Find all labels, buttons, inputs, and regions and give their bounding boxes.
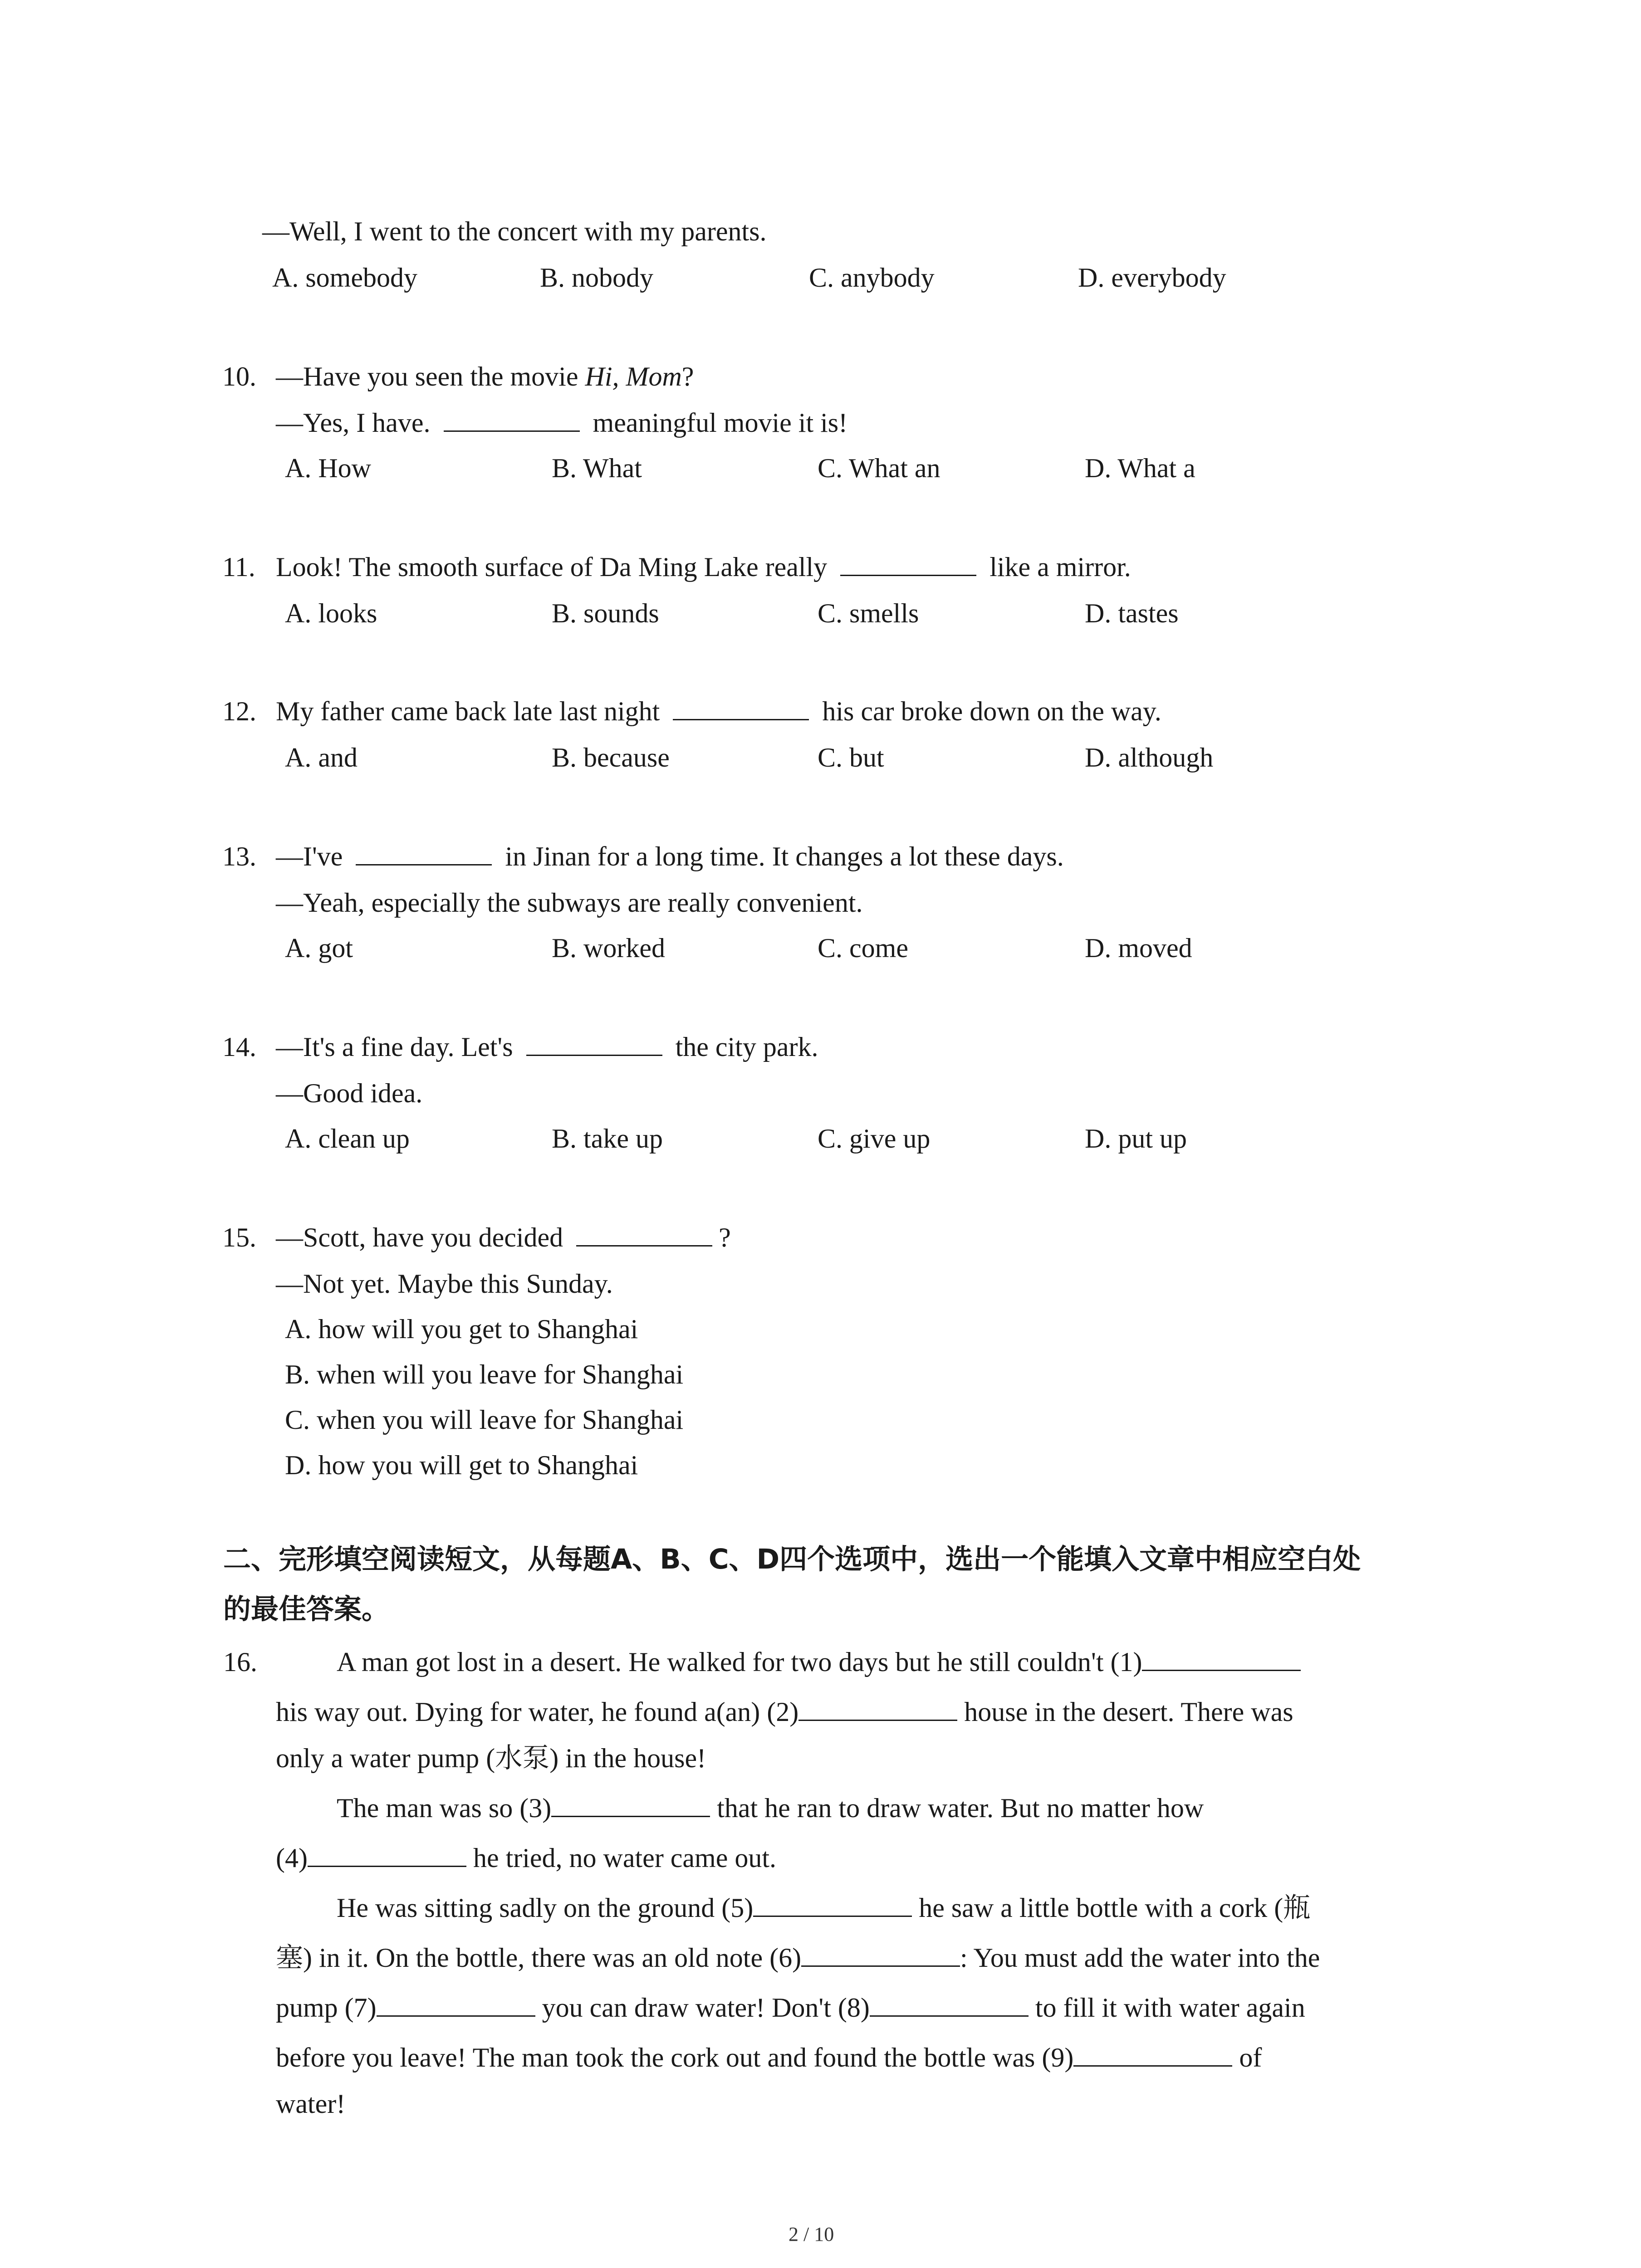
q16-passage-line4 xyxy=(337,1790,1204,1826)
q16-p1l2-pre: his way out. Dying for water, he found a(an) (2) xyxy=(276,1697,799,1727)
q13-line1-pre: —I've xyxy=(276,841,350,871)
q9-option-b: B. nobody xyxy=(540,263,654,293)
q16-passage-line3: only a water pump (水泵) in the house! xyxy=(276,1743,706,1773)
q13-number: 13. xyxy=(222,841,256,871)
q16-passage-line10: water! xyxy=(276,2089,346,2119)
answer-blank xyxy=(753,1890,912,1917)
q16-p3l3-mid: you can draw water! Don't (8) xyxy=(535,1993,870,2023)
q16-p3l3-pre: pump (7) xyxy=(276,1993,377,2023)
q11-stem-pre: Look! The smooth surface of Da Ming Lake really xyxy=(276,552,834,582)
q16-p2l1-pre: The man was so (3) xyxy=(337,1793,552,1823)
q16-p3l1-pre: He was sitting sadly on the ground (5) xyxy=(337,1893,754,1923)
q16-passage-line1 xyxy=(337,1644,1301,1680)
q16-passage-line7 xyxy=(276,1940,1320,1976)
q9-option-a: A. somebody xyxy=(272,263,417,293)
q10-number: 10. xyxy=(222,362,256,391)
q10-line2-post: meaningful movie it is! xyxy=(586,408,848,438)
q9-option-c: C. anybody xyxy=(809,263,935,293)
q13-option-c: C. come xyxy=(818,933,908,963)
q10-movie-title: Hi, Mom xyxy=(585,362,682,391)
answer-blank xyxy=(308,1840,466,1867)
q14-option-c: C. give up xyxy=(818,1124,931,1154)
q14-option-b: B. take up xyxy=(552,1124,663,1154)
q9-answer-line: —Well, I went to the concert with my parents. xyxy=(262,216,767,246)
q10-option-c: C. What an xyxy=(818,453,941,483)
q16-p2l1-post: that he ran to draw water. But no matter how xyxy=(710,1793,1204,1823)
q16-p2l2-pre: (4) xyxy=(276,1843,308,1873)
q11-stem xyxy=(276,549,1131,585)
q12-stem xyxy=(276,693,1161,729)
q12-option-a: A. and xyxy=(285,743,358,772)
q12-option-b: B. because xyxy=(552,743,670,772)
q16-p3l4-pre: before you leave! The man took the cork out and found the bottle was (9) xyxy=(276,2043,1074,2072)
q10-line2 xyxy=(276,405,847,441)
q16-p2l2-post: he tried, no water came out. xyxy=(466,1843,777,1873)
q16-p3l1-post: he saw a little bottle with a cork (瓶 xyxy=(912,1893,1311,1923)
q13-option-a: A. got xyxy=(285,933,353,963)
answer-blank xyxy=(444,405,580,432)
section-heading-line1: 二、完形填空阅读短文，从每题A、B、C、D四个选项中，选出一个能填入文章中相应空白处 xyxy=(223,1543,1361,1575)
q15-line1 xyxy=(276,1219,731,1256)
q15-line1-pre: —Scott, have you decided xyxy=(276,1222,570,1252)
q10-line1-pre: —Have you seen the movie xyxy=(276,362,585,391)
q15-option-b: B. when will you leave for Shanghai xyxy=(285,1359,684,1389)
q12-option-c: C. but xyxy=(818,743,884,772)
q16-p3l2-post: : You must add the water into the xyxy=(960,1943,1320,1973)
q10-line2-pre: —Yes, I have. xyxy=(276,408,437,438)
q15-line2: —Not yet. Maybe this Sunday. xyxy=(276,1269,613,1299)
q14-line1 xyxy=(276,1029,818,1065)
q10-option-a: A. How xyxy=(285,453,371,483)
q10-option-b: B. What xyxy=(552,453,642,483)
q16-p3l3-post: to fill it with water again xyxy=(1028,1993,1305,2023)
q10-line1-post: ? xyxy=(681,362,694,391)
q16-p1l1-text: A man got lost in a desert. He walked for two days but he still couldn't (1) xyxy=(337,1647,1142,1677)
q16-passage-line6 xyxy=(337,1890,1310,1926)
q13-line1-post: in Jinan for a long time. It changes a lot these days. xyxy=(498,841,1064,871)
answer-blank xyxy=(798,1694,957,1721)
q16-passage-line2 xyxy=(276,1694,1293,1730)
q16-p1l2-post: house in the desert. There was xyxy=(957,1697,1293,1727)
q15-number: 15. xyxy=(222,1222,256,1252)
q16-passage-line5 xyxy=(276,1840,776,1876)
q14-option-d: D. put up xyxy=(1085,1124,1187,1154)
q9-option-d: D. everybody xyxy=(1078,263,1226,293)
q11-option-a: A. looks xyxy=(285,598,377,628)
q13-line1 xyxy=(276,838,1064,875)
q16-passage-line9 xyxy=(276,2039,1262,2076)
answer-blank xyxy=(551,1790,710,1817)
q11-option-b: B. sounds xyxy=(552,598,659,628)
answer-blank xyxy=(801,1940,960,1967)
q13-option-b: B. worked xyxy=(552,933,665,963)
q16-p3l2-pre: 塞) in it. On the bottle, there was an old note (6) xyxy=(276,1943,802,1973)
q14-option-a: A. clean up xyxy=(285,1124,410,1154)
q12-stem-pre: My father came back late last night xyxy=(276,696,667,726)
answer-blank xyxy=(576,1220,712,1246)
q10-option-d: D. What a xyxy=(1085,453,1195,483)
q15-option-a: A. how will you get to Shanghai xyxy=(285,1314,638,1344)
answer-blank xyxy=(673,694,809,720)
q15-option-c: C. when you will leave for Shanghai xyxy=(285,1405,684,1435)
page-indicator: 2 / 10 xyxy=(789,2223,834,2245)
q16-number: 16. xyxy=(223,1647,257,1677)
q14-line1-post: the city park. xyxy=(668,1032,818,1062)
q11-option-c: C. smells xyxy=(818,598,919,628)
answer-blank xyxy=(377,1990,535,2017)
q15-option-d: D. how you will get to Shanghai xyxy=(285,1450,638,1480)
q12-stem-post: his car broke down on the way. xyxy=(815,696,1161,726)
q11-stem-post: like a mirror. xyxy=(983,552,1131,582)
q12-number: 12. xyxy=(222,696,256,726)
q16-passage-line8 xyxy=(276,1989,1305,2026)
q13-option-d: D. moved xyxy=(1085,933,1192,963)
q14-line1-pre: —It's a fine day. Let's xyxy=(276,1032,520,1062)
q12-option-d: D. although xyxy=(1085,743,1214,772)
q14-line2: —Good idea. xyxy=(276,1078,423,1108)
answer-blank xyxy=(356,839,492,865)
q14-number: 14. xyxy=(222,1032,256,1062)
q10-line1 xyxy=(276,358,694,395)
answer-blank xyxy=(870,1990,1029,2017)
section-heading-line2: 的最佳答案。 xyxy=(223,1593,390,1625)
q16-p3l4-post: of xyxy=(1232,2043,1262,2072)
q15-line1-post: ? xyxy=(719,1222,731,1252)
answer-blank xyxy=(1073,2040,1232,2067)
answer-blank xyxy=(526,1029,662,1056)
q11-option-d: D. tastes xyxy=(1085,598,1179,628)
q13-line2: —Yeah, especially the subways are really convenient. xyxy=(276,888,863,918)
answer-blank xyxy=(1142,1644,1301,1671)
q11-number: 11. xyxy=(222,552,255,582)
answer-blank xyxy=(840,549,976,576)
